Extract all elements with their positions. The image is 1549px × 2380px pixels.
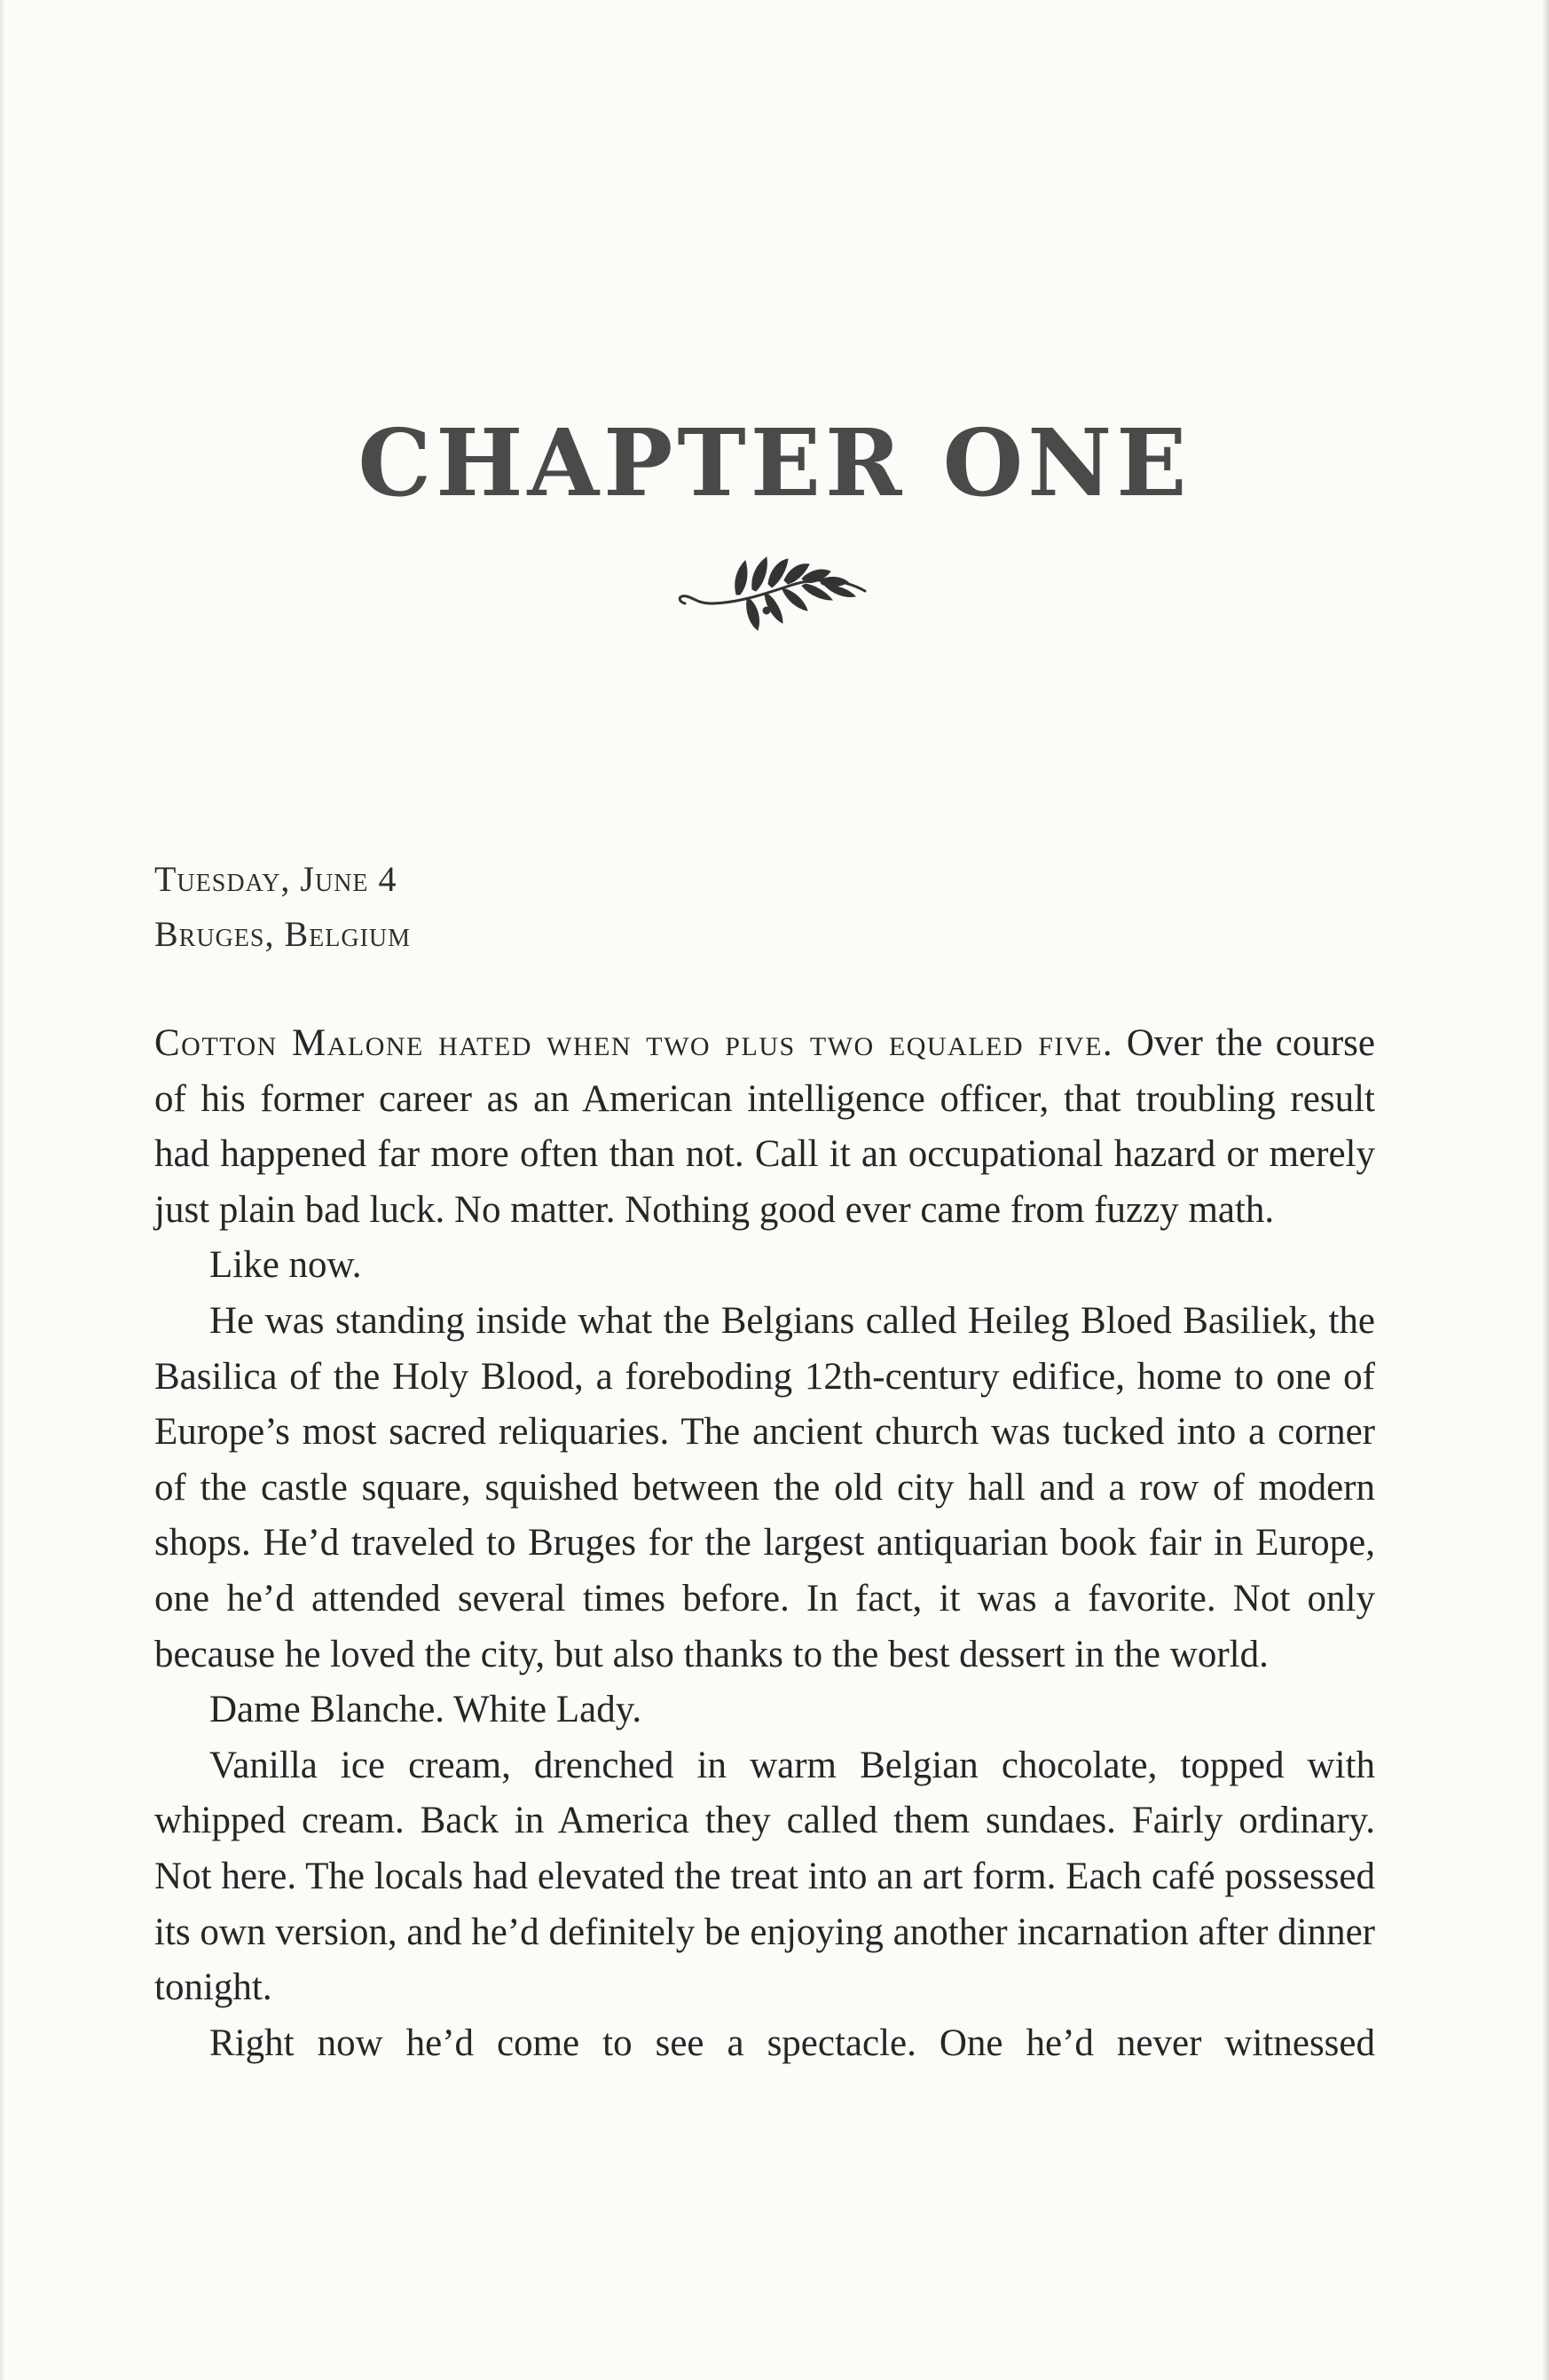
lead-in-smallcaps: Cotton Malone hated when two plus two equaled five. xyxy=(154,1022,1114,1064)
paragraph-3: He was standing inside what the Belgians called Heileg Bloed Basiliek, the Basilica of the Holy Blood, a foreboding 12th-century edifice, home to one of Europe’s most sacred reliquaries. The ancient church was tucked into a corner of the castle square, squished between the old city hall and a row of modern shops. He’d traveled to Bruges for the largest antiquarian book fair in Europe, one he’d attended several times before. In fact, it was a favorite. Not only because he loved the city, but also thanks to the best dessert in the world. xyxy=(154,1299,1375,1675)
paragraph-4: Dame Blanche. White Lady. xyxy=(209,1689,642,1731)
page-edge-right xyxy=(1542,0,1549,2380)
paragraph-6: Right now he’d come to see a spectacle. One he’d never witnessed xyxy=(209,2021,1375,2064)
dateline xyxy=(154,852,411,962)
paragraph-1-text: Over the course of his former career as an American intelligence officer, that troubling result had happened far more often than not. Call it an occupational hazard or merely just plain bad luck. No matter. Nothing good ever came from fuzzy math. xyxy=(154,1022,1375,1231)
chapter-body xyxy=(154,1016,1375,2071)
paragraph-2: Like now. xyxy=(209,1244,362,1287)
chapter-title: CHAPTER ONE xyxy=(358,408,1191,517)
paragraph-1 xyxy=(154,1016,1375,1238)
page-edge-left xyxy=(0,0,5,2380)
paragraph-5: Vanilla ice cream, drenched in warm Belgian chocolate, topped with whipped cream. Back in America they called them sundaes. Fairly ordinary. Not here. The locals had elevated the treat into an art form. Each café possessed its own version, and he’d definitely be enjoying another incarnation after dinner tonight. xyxy=(154,1744,1375,2009)
dateline-date: Tuesday, June 4 xyxy=(154,859,397,899)
laurel-branch-icon xyxy=(674,548,878,637)
dateline-place: Bruges, Belgium xyxy=(154,914,412,954)
